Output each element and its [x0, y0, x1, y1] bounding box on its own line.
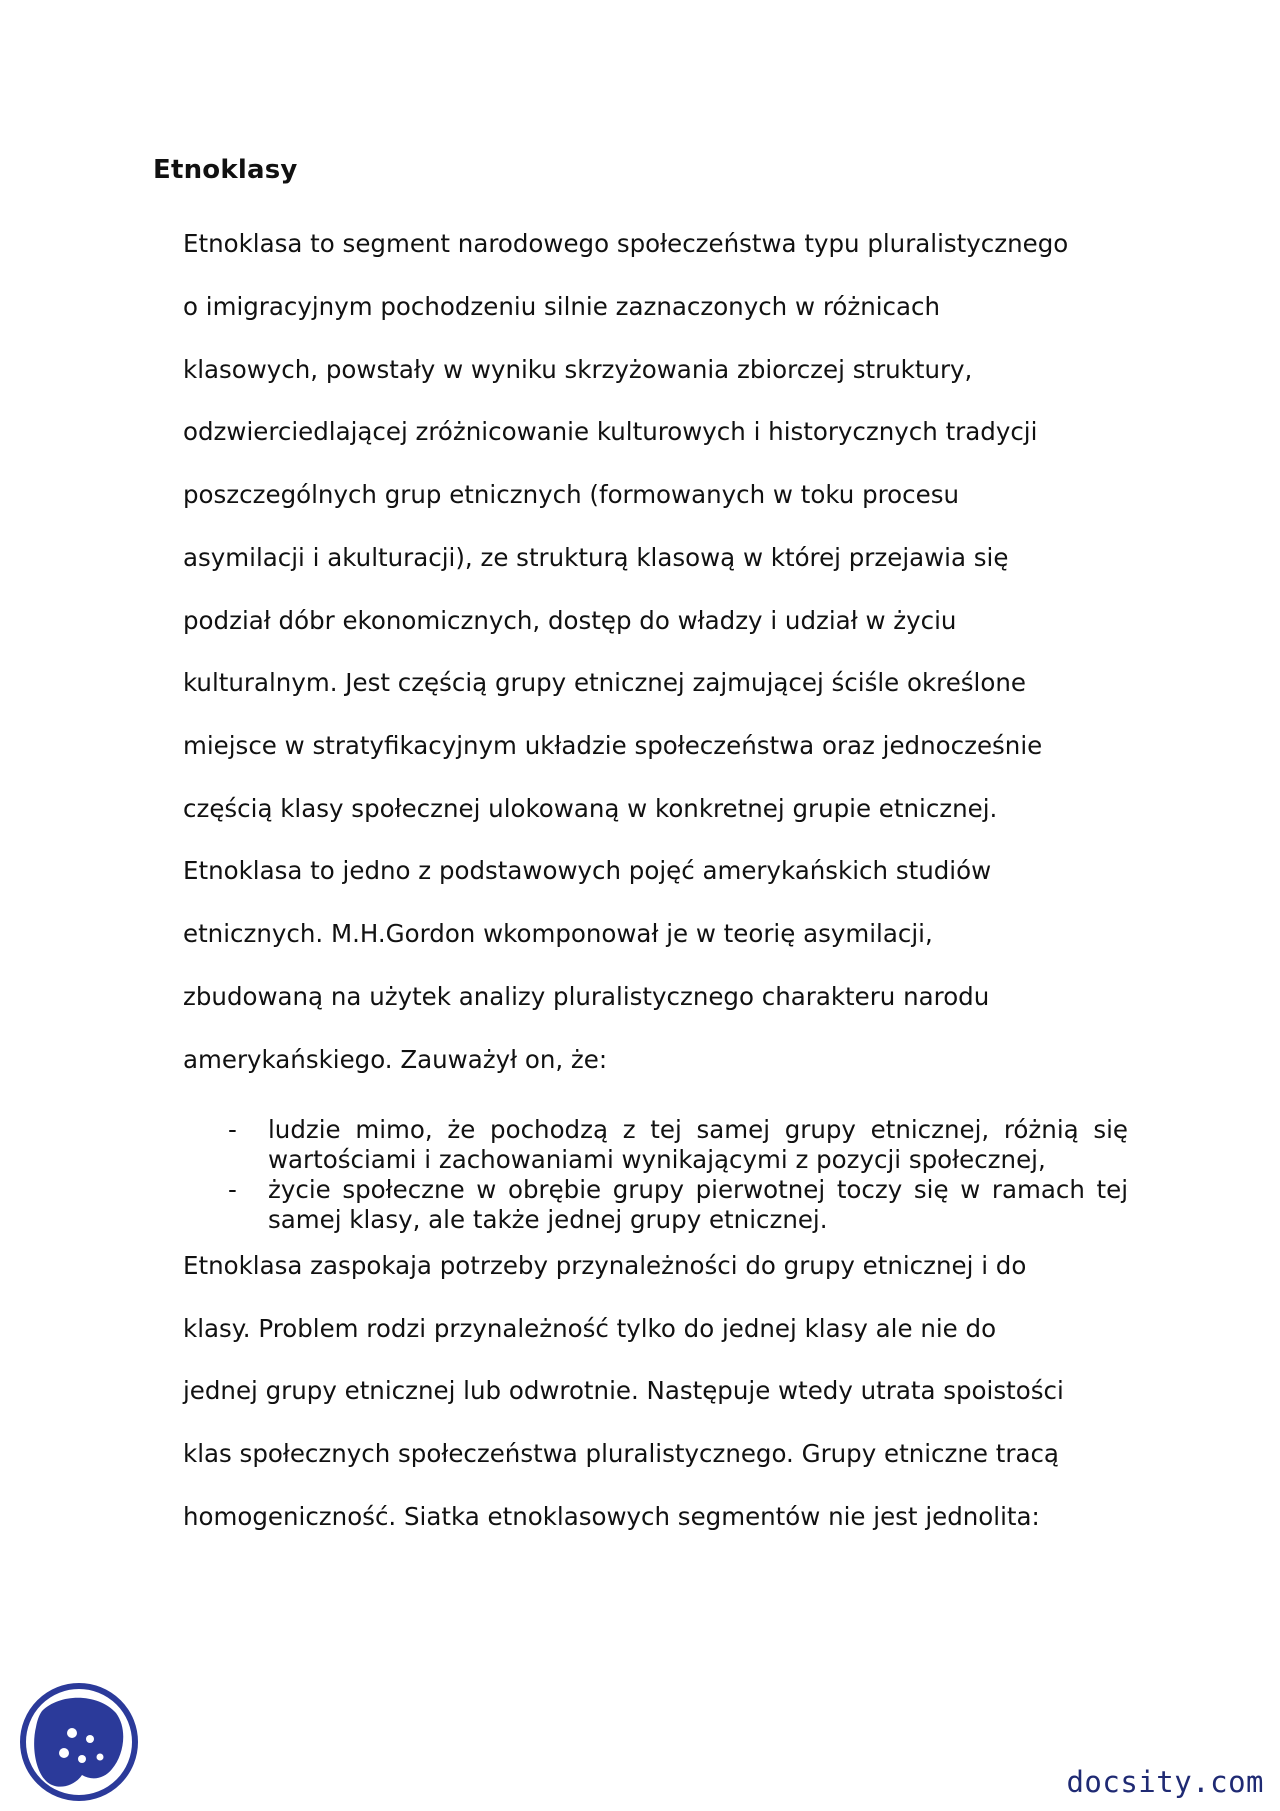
- text-line: odzwierciedlającej zróżnicowanie kulturowych i historycznych tradycji: [183, 417, 1038, 446]
- text-line: jednej grupy etnicznej lub odwrotnie. Następuje wtedy utrata spoistości: [183, 1376, 1064, 1405]
- text-line: klasowych, powstały w wyniku skrzyżowania zbiorczej struktury,: [183, 355, 973, 384]
- text-line: Etnoklasa to jedno z podstawowych pojęć amerykańskich studiów: [183, 856, 992, 885]
- bullet-list: [228, 1115, 1128, 1235]
- text-line: klasy. Problem rodzi przynależność tylko do jednej klasy ale nie do: [183, 1314, 997, 1343]
- text-line: etnicznych. M.H.Gordon wkomponował je w teorię asymilacji,: [183, 919, 933, 948]
- text-line: podział dóbr ekonomicznych, dostęp do władzy i udział w życiu: [183, 606, 957, 635]
- text-line: kulturalnym. Jest częścią grupy etnicznej zajmującej ściśle określone: [183, 668, 1026, 697]
- text-line: o imigracyjnym pochodzeniu silnie zaznaczonych w różnicach: [183, 292, 941, 321]
- text-line: częścią klasy społecznej ulokowaną w konkretnej grupie etnicznej.: [183, 794, 998, 823]
- watermark: docsity.com: [1066, 1765, 1264, 1799]
- text-line: homogeniczność. Siatka etnoklasowych segmentów nie jest jednolita:: [183, 1502, 1040, 1531]
- text-line: zbudowaną na użytek analizy pluralistycznego charakteru narodu: [183, 982, 990, 1011]
- text-line: poszczególnych grup etnicznych (formowanych w toku procesu: [183, 480, 959, 509]
- docsity-logo-icon: [20, 1683, 138, 1801]
- list-item: [228, 1175, 1128, 1235]
- text-line: amerykańskiego. Zauważył on, że:: [183, 1045, 608, 1074]
- bullet-marker: -: [228, 1115, 237, 1144]
- text-line: miejsce w stratyfikacyjnym układzie społeczeństwa oraz jednocześnie: [183, 731, 1043, 760]
- text-line: klas społecznych społeczeństwa pluralistycznego. Grupy etniczne tracą: [183, 1439, 1059, 1468]
- bullet-marker: -: [228, 1175, 237, 1204]
- text-line: asymilacji i akulturacji), ze strukturą klasową w której przejawia się: [183, 543, 1009, 572]
- text-line: Etnoklasa zaspokaja potrzeby przynależności do grupy etnicznej i do: [183, 1251, 1027, 1280]
- text-line: Etnoklasa to segment narodowego społeczeństwa typu pluralistycznego: [183, 229, 1069, 258]
- list-item: [228, 1115, 1128, 1175]
- document-title: Etnoklasy: [153, 155, 298, 185]
- bullet-text: życie społeczne w obrębie grupy pierwotnej toczy się w ramach tej samej klasy, ale także jednej grupy etnicznej.: [268, 1175, 1128, 1234]
- bullet-text: ludzie mimo, że pochodzą z tej samej grupy etnicznej, różnią się wartościami i zachowaniami wynikającymi z pozycji społecznej,: [268, 1115, 1128, 1174]
